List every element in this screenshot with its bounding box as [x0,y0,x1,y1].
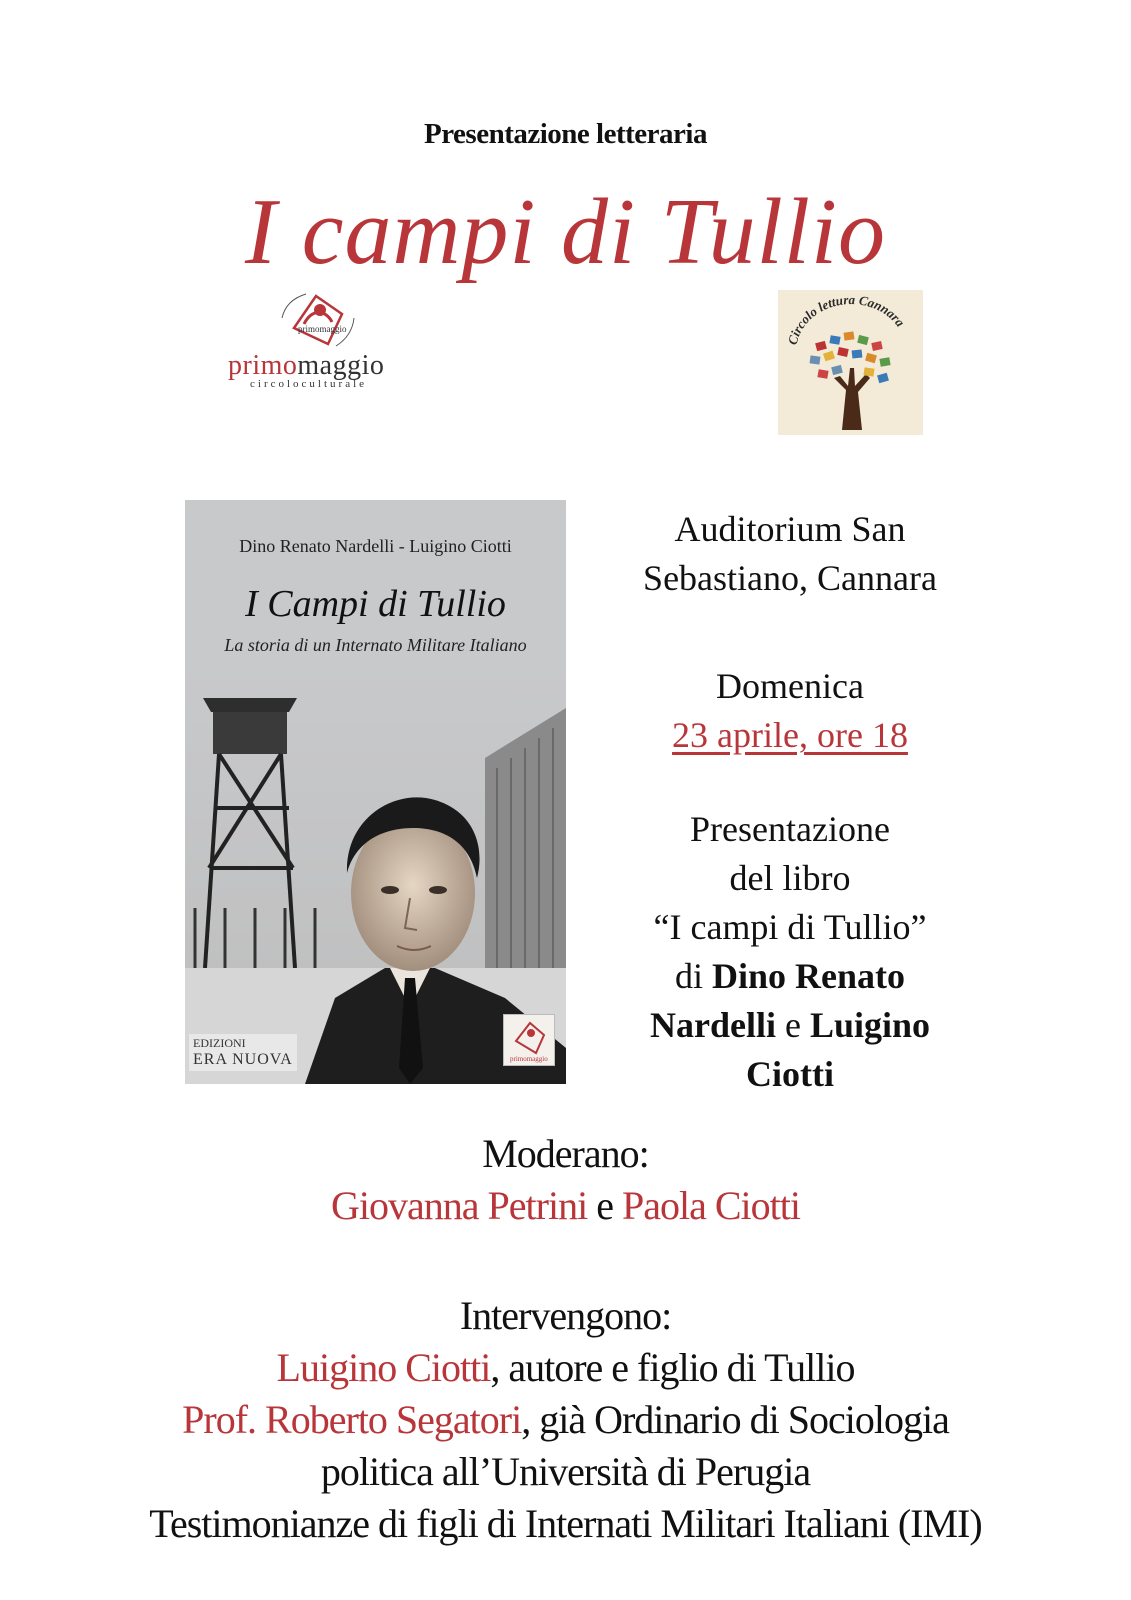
primomaggio-badge-icon [504,1015,554,1065]
book-tree-icon [778,290,923,435]
author-2-line-2: Ciotti [746,1054,834,1094]
wordmark-primo: primo [228,350,298,381]
speaker-1-name: Luigino Ciotti [276,1345,491,1390]
speaker-1-role: , autore e figlio di Tullio [490,1345,855,1390]
venue-line-2: Sebastiano, Cannara [643,558,937,598]
pres-and: e [784,1005,801,1045]
wordmark-maggio: maggio [297,350,385,381]
primomaggio-emblem-icon [276,288,356,350]
author-1-line-1: Dino Renato [712,956,906,996]
circolo-lettura-logo [778,290,923,435]
svg-text:primomaggio: primomaggio [298,324,347,334]
cover-badge [503,1014,555,1066]
primomaggio-subtitle: circoloculturale [250,378,368,390]
event-kicker: Presentazione letteraria [424,118,707,150]
svg-text:Circolo lettura Cannara: Circolo lettura Cannara [784,291,908,347]
event-date-time: 23 aprile, ore 18 [672,715,908,755]
speaker-2-name: Prof. Roberto Segatori [182,1397,522,1442]
testimonies: Testimonianze di figli di Internati Militari Italiani (IMI) [149,1501,982,1546]
speaker-1 [0,1342,1131,1394]
speaker-2-role: , già Ordinario di Sociologia [521,1397,949,1442]
moderators-names [0,1180,1131,1232]
moderators-heading: Moderano: [482,1131,649,1176]
speaker-2 [0,1394,1131,1446]
book-cover [185,500,566,1084]
cover-subtitle: La storia di un Internato Militare Italiano [224,635,527,655]
pres-di: di [674,956,703,996]
moderator-1: Giovanna Petrini [331,1183,588,1228]
venue-line-1: Auditorium San [674,509,906,549]
cover-title: I Campi di Tullio [245,583,506,625]
pres-line-3: “I campi di Tullio” [653,907,927,947]
moderator-2: Paola Ciotti [621,1183,800,1228]
author-1-line-2: Nardelli [649,1005,776,1045]
publisher-mark [189,1034,297,1071]
primomaggio-logo [228,288,408,398]
publisher-small: EDIZIONI [193,1036,246,1050]
speakers-heading: Intervengono: [459,1293,672,1338]
badge-text: primomaggio [510,1055,548,1063]
pres-line-2: del libro [729,858,851,898]
event-day: Domenica [716,666,864,706]
publisher-name: ERA NUOVA [193,1051,293,1068]
author-2-line-1: Luigino [809,1005,931,1045]
speaker-2-role-line-2: politica all’Università di Perugia [320,1449,811,1494]
event-title: I campi di Tullio [244,180,887,284]
pres-line-1: Presentazione [690,809,890,849]
venue [600,505,980,603]
moderators-joiner: e [596,1183,613,1228]
cover-authors: Dino Renato Nardelli - Luigino Ciotti [239,536,512,556]
book-presentation [600,805,980,1099]
